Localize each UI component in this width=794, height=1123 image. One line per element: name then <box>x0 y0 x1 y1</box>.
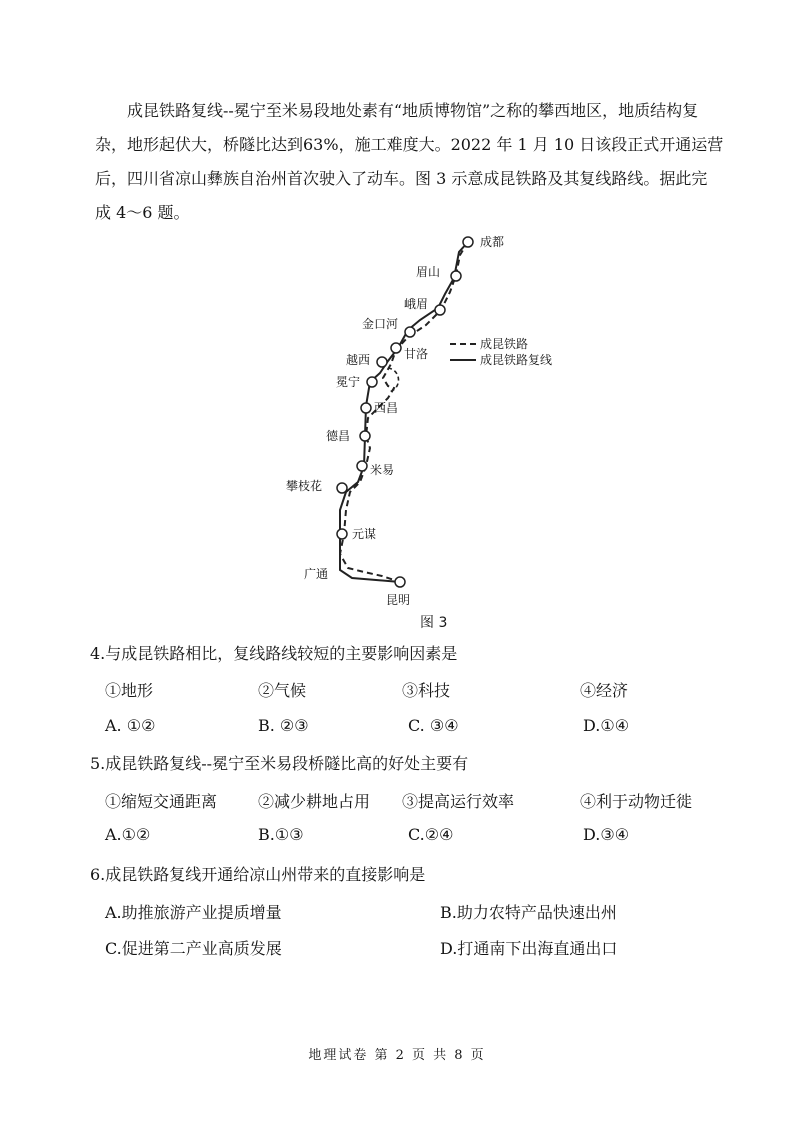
intro-line: 杂，地形起伏大，桥隧比达到63%，施工难度大。2022 年 1 月 10 日该段正式开通运营 <box>95 135 724 154</box>
station-label: 甘洛 <box>404 347 429 361</box>
station-label: 昆明 <box>386 593 411 607</box>
station-label-guangtong: 广通 <box>304 567 329 581</box>
q5-item: ③提高运行效率 <box>402 792 515 811</box>
station-label: 冕宁 <box>336 375 361 389</box>
q6-choice-d[interactable]: D.打通南下出海直通出口 <box>440 939 618 958</box>
q6-choice-a[interactable]: A.助推旅游产业提质增量 <box>105 903 282 922</box>
station-label: 眉山 <box>416 265 441 279</box>
station-label: 金口河 <box>362 317 399 331</box>
station-dechang <box>326 429 370 443</box>
station-ganluo <box>391 343 428 361</box>
station-label: 成都 <box>480 235 505 249</box>
intro-line: 成昆铁路复线--冕宁至米易段地处素有“地质博物馆”之称的攀西地区，地质结构复 <box>127 101 699 120</box>
station-yuexi <box>346 352 387 367</box>
legend-old-label: 成昆铁路 <box>480 337 529 351</box>
q4-item: ①地形 <box>105 681 154 700</box>
page-footer: 地理试卷 第 2 页 共 8 页 <box>308 1048 486 1063</box>
station-emei <box>404 296 445 315</box>
station-chengdu <box>463 234 504 249</box>
railway-map <box>270 230 600 630</box>
q4-item: ④经济 <box>580 681 629 700</box>
station-meishan <box>416 265 461 281</box>
q5-item: ④利于动物迁徙 <box>580 792 693 811</box>
station-mianning <box>336 375 377 389</box>
station-label: 攀枝花 <box>286 479 323 493</box>
station-label: 西昌 <box>374 401 399 415</box>
q4-item: ②气候 <box>258 681 307 700</box>
figure-caption: 图 3 <box>420 615 448 631</box>
station-jinkouhe <box>362 316 415 337</box>
q4-choice-c[interactable]: C. ③④ <box>408 716 459 735</box>
q5-item: ①缩短交通距离 <box>105 792 218 811</box>
map-legend <box>450 336 552 367</box>
station-miyi <box>357 461 394 477</box>
q5-item: ②减少耕地占用 <box>258 792 371 811</box>
q5-choice-d[interactable]: D.③④ <box>583 825 630 844</box>
q6-choice-b[interactable]: B.助力农特产品快速出州 <box>440 903 617 922</box>
q6-choice-c[interactable]: C.促进第二产业高质发展 <box>105 939 282 958</box>
question-6-stem: 6.成昆铁路复线开通给凉山州带来的直接影响是 <box>90 865 426 884</box>
station-panzhihua <box>286 478 347 493</box>
station-label: 峨眉 <box>404 297 429 311</box>
station-label: 德昌 <box>326 429 351 443</box>
question-4-stem: 4.与成昆铁路相比，复线路线较短的主要影响因素是 <box>90 644 458 663</box>
q5-choice-a[interactable]: A.①② <box>105 825 151 844</box>
q4-choice-d[interactable]: D.①④ <box>583 716 630 735</box>
station-label: 米易 <box>370 463 395 477</box>
q5-choice-c[interactable]: C.②④ <box>408 825 454 844</box>
q4-choice-a[interactable]: A. ①② <box>105 716 156 735</box>
intro-line: 后，四川省凉山彝族自治州首次驶入了动车。图 3 示意成昆铁路及其复线路线。据此完 <box>95 169 708 188</box>
station-yuanmou <box>337 526 376 541</box>
q4-choice-b[interactable]: B. ②③ <box>258 716 309 735</box>
q4-item: ③科技 <box>402 681 451 700</box>
station-xichang <box>361 401 398 415</box>
legend-new-label: 成昆铁路复线 <box>480 353 553 367</box>
station-label: 越西 <box>346 353 371 367</box>
station-label: 元谋 <box>352 527 377 541</box>
intro-line: 成 4～6 题。 <box>95 203 190 222</box>
question-5-stem: 5.成昆铁路复线--冕宁至米易段桥隧比高的好处主要有 <box>90 754 469 773</box>
intro-paragraph <box>95 94 745 230</box>
q5-choice-b[interactable]: B.①③ <box>258 825 304 844</box>
